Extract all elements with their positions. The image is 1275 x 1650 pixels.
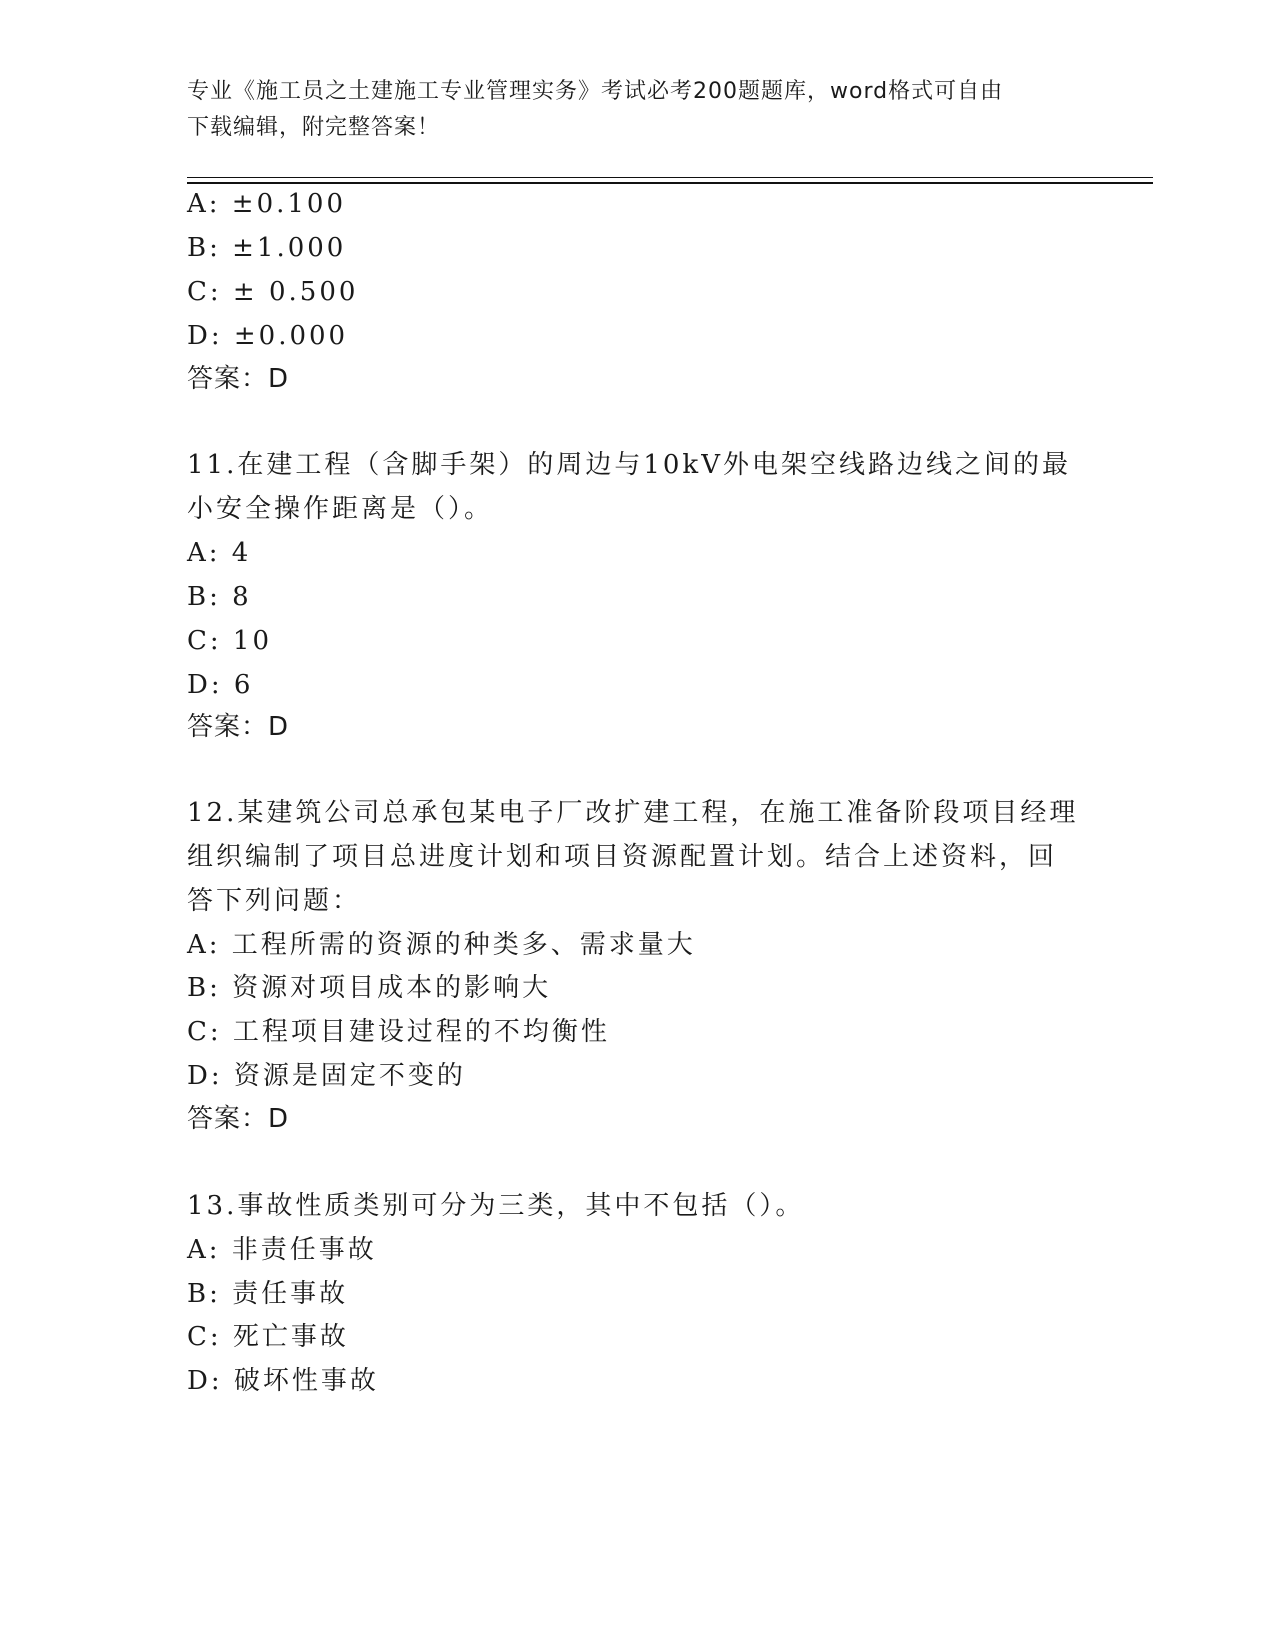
q13-option-b: B: 责任事故 — [187, 1279, 349, 1309]
q12-stem-line-1: 12.某建筑公司总承包某电子厂改扩建工程，在施工准备阶段项目经理 — [187, 798, 1079, 828]
q12-option-d: D: 资源是固定不变的 — [187, 1061, 466, 1091]
q10-option-a: A: ±0.100 — [187, 189, 347, 219]
q12-option-c: C: 工程项目建设过程的不均衡性 — [187, 1017, 610, 1047]
header-line-2: 下载编辑，附完整答案！ — [187, 115, 441, 140]
q12-answer: 答案：D — [187, 1104, 290, 1134]
q11-answer: 答案：D — [187, 712, 290, 742]
q10-option-c: C: ± 0.500 — [187, 277, 359, 307]
q10-option-b: B: ±1.000 — [187, 233, 347, 263]
q12-option-a: A: 工程所需的资源的种类多、需求量大 — [187, 930, 696, 960]
document-header — [187, 74, 1067, 146]
q12-option-b: B: 资源对项目成本的影响大 — [187, 973, 552, 1003]
q10-option-d: D: ±0.000 — [187, 321, 349, 351]
q11-option-c: C: 10 — [187, 626, 273, 656]
q11-option-a: A: 4 — [187, 538, 252, 568]
header-divider-thin — [187, 177, 1153, 178]
q11-stem-line-1: 11.在建工程（含脚手架）的周边与10kV外电架空线路边线之间的最 — [187, 450, 1071, 480]
q13-option-a: A: 非责任事故 — [187, 1235, 377, 1265]
q10-answer: 答案：D — [187, 364, 290, 394]
q12-stem-line-3: 答下列问题： — [187, 886, 362, 916]
q13-option-c: C: 死亡事故 — [187, 1322, 349, 1352]
header-divider-thick — [187, 182, 1153, 184]
q11-stem-line-2: 小安全操作距离是（）。 — [187, 494, 494, 524]
q12-stem-line-2: 组织编制了项目总进度计划和项目资源配置计划。结合上述资料，回 — [187, 842, 1058, 872]
q13-stem-line-1: 13.事故性质类别可分为三类，其中不包括（）。 — [187, 1191, 805, 1221]
q11-option-d: D: 6 — [187, 670, 254, 700]
q11-option-b: B: 8 — [187, 582, 252, 612]
q13-option-d: D: 破坏性事故 — [187, 1366, 379, 1396]
header-line-1: 专业《施工员之土建施工专业管理实务》考试必考200题题库，word格式可自由 — [187, 79, 1004, 104]
